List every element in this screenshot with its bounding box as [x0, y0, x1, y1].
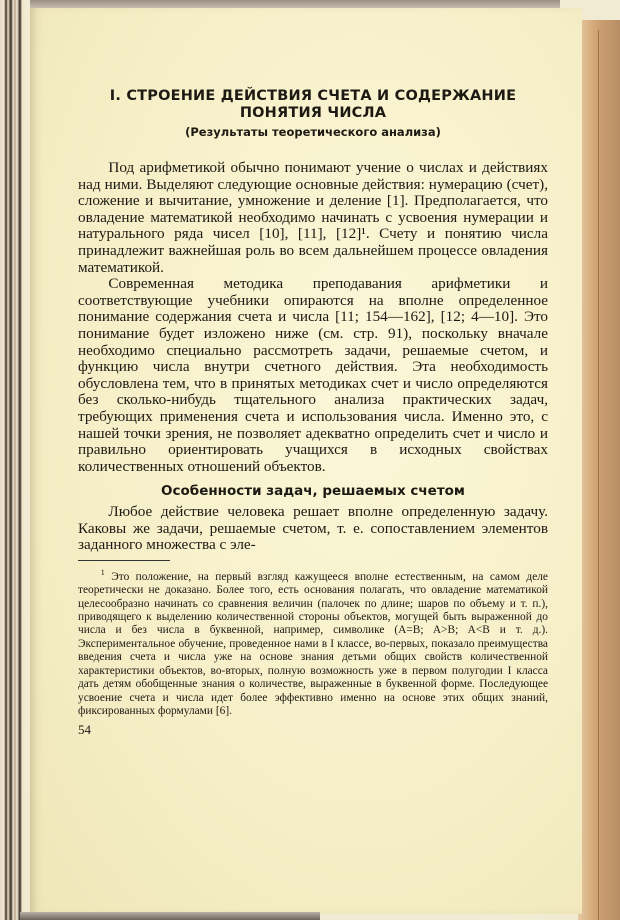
footnote-divider [78, 560, 170, 561]
section-heading: Особенности задач, решаемых счетом [161, 483, 465, 500]
chapter-title-line1: I. СТРОЕНИЕ ДЕЙСТВИЯ СЧЕТА И СОДЕРЖАНИЕ [109, 88, 517, 104]
scan-shadow-bottom [20, 912, 320, 920]
scan-shadow-top [30, 0, 560, 8]
footnote [78, 566, 548, 718]
page-content [78, 88, 548, 738]
paragraph: Под арифметикой обычно понимают учение о числах и действиях над ними. Выделяют следующие основные действия: нумерацию (счет), сложение и вычитание, умножение и деление [1]. Предполагается, что овладение математикой необходимо начинать с усвоения нумерации и натурального ряда чисел [10], [11], [12]¹. Счету и понятию числа принадлежит важнейшая роль во всем дальнейшем процессе овладения математикой. [78, 159, 548, 276]
page-number: 54 [78, 722, 91, 738]
paragraph: Современная методика преподавания арифметики и соответствующие учебники опираются на вполне определенное понимание содержания счета и числа [11; 154—162], [12; 4—10]. Это понимание будет изложено ниже (см. стр. 91), поскольку вначале необходимо специально рассмотреть задачи, решаемые счетом, и функцию числа внутри счетного действия. Эта необходимость обусловлена тем, что в принятых методиках счет и число определяются без сколько-нибудь тщательного анализа практических задач, требующих применения счета и использования числа. Именно это, с нашей точки зрения, не позволяет адекватно определить счет и число и правильно ориентировать учащихся в исходных свойствах количественных отношений объектов. [78, 275, 548, 475]
paragraph: Любое действие человека решает вполне определенную задачу. Каковы же задачи, решаемые счетом, т. е. сопоставлением элементов заданного множества с эле- [78, 503, 548, 554]
chapter-title [78, 88, 548, 122]
footnote-text: Это положение, на первый взгляд кажущееся вполне естественным, на самом деле теоретически не доказано. Более того, есть основания полагать, что овладение математикой целесообразно начинать со сравнения величин (палочек по длине; шаров по объему и т. п.), приводящего к выделению количественной стороны объектов, могущей быть выраженной до числа и без числа в буквенной, например, символике (A=B; A>B; A<B и т. д.). Экспериментальное обучение, проведенное нами в I классе, во-первых, показало преимущества введения счета и числа уже на основе знания детьми общих свойств количественной характеристики объектов, во-вторых, полную возможность уже в первом полугодии I класса дать детям обобщенные знания о количестве, выраженные в буквенной форме. Последующее усвоение счета и числа идет более эффективно именно на основе этих общих знаний, фиксированных формулами [6]. [78, 570, 548, 717]
chapter-title-line2: ПОНЯТИЯ ЧИСЛА [239, 105, 387, 121]
book-page [30, 8, 582, 914]
chapter-subtitle: (Результаты теоретического анализа) [185, 125, 441, 139]
book-page-edges [578, 20, 620, 920]
footnote-marker: 1 [100, 568, 105, 578]
